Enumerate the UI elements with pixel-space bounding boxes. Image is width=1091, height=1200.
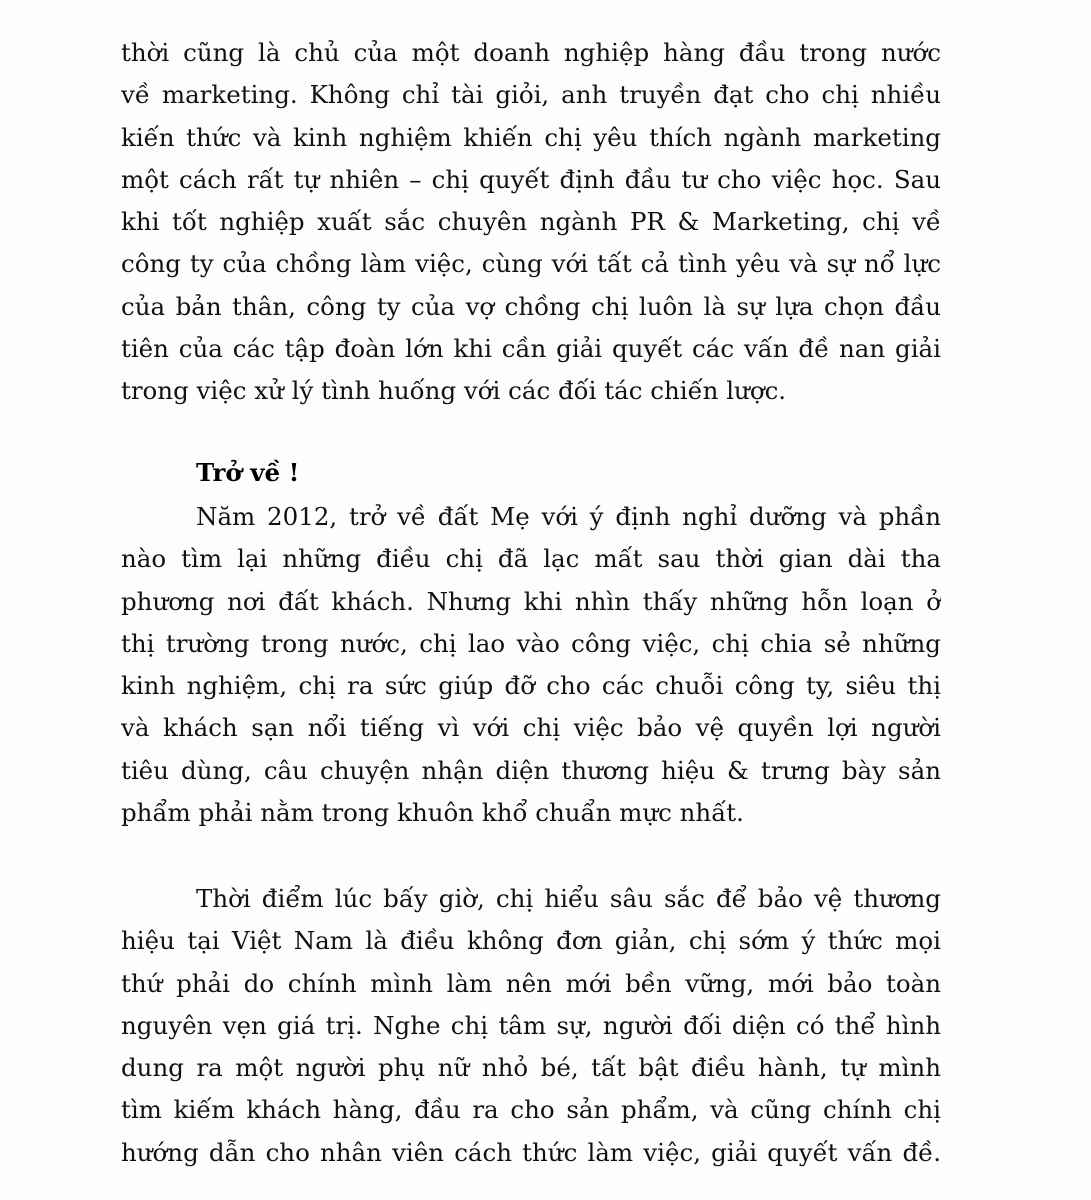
text-line: công ty của chồng làm việc, cùng với tất cả tình yêu và sự nổ lực (121, 249, 941, 279)
text-line: một cách rất tự nhiên – chị quyết định đầu tư cho việc học. Sau (121, 164, 941, 194)
section-heading: Trở về ! (196, 458, 300, 487)
text-line: và khách sạn nổi tiếng vì với chị việc bảo vệ quyền lợi người (121, 713, 941, 743)
text-line: về marketing. Không chỉ tài giỏi, anh truyền đạt cho chị nhiều (121, 80, 941, 110)
text-line: tiên của các tập đoàn lớn khi cần giải quyết các vấn đề nan giải (121, 334, 941, 364)
text-line: của bản thân, công ty của vợ chồng chị luôn là sự lựa chọn đầu (121, 291, 941, 321)
text-line: Năm 2012, trở về đất Mẹ với ý định nghỉ dưỡng và phần (196, 502, 941, 531)
text-line: trong việc xử lý tình huống với các đối tác chiến lược. (121, 376, 787, 406)
text-line: nguyên vẹn giá trị. Nghe chị tâm sự, người đối diện có thể hình (121, 1010, 941, 1040)
text-line: hiệu tại Việt Nam là điều không đơn giản, chị sớm ý thức mọi (121, 926, 941, 956)
text-line: Thời điểm lúc bấy giờ, chị hiểu sâu sắc để bảo vệ thương (196, 884, 941, 913)
text-line: kinh nghiệm, chị ra sức giúp đỡ cho các chuỗi công ty, siêu thị (121, 671, 941, 701)
paragraph-1 (121, 32, 941, 413)
text-line: kiến thức và kinh nghiệm khiến chị yêu thích ngành marketing (121, 122, 941, 152)
text-line: tìm kiếm khách hàng, đầu ra cho sản phẩm, và cũng chính chị (121, 1095, 941, 1125)
text-line: tiêu dùng, câu chuyện nhận diện thương hiệu & trưng bày sản (121, 755, 941, 785)
text-line: hướng dẫn cho nhân viên cách thức làm việc, giải quyết vấn đề. (121, 1137, 941, 1167)
text-line: dung ra một người phụ nữ nhỏ bé, tất bật điều hành, tự mình (121, 1053, 941, 1083)
text-line: khi tốt nghiệp xuất sắc chuyên ngành PR & Marketing, chị về (121, 207, 941, 237)
text-line: thời cũng là chủ của một doanh nghiệp hàng đầu trong nước (121, 38, 941, 67)
paragraph-2 (121, 496, 941, 834)
text-line: phương nơi đất khách. Nhưng khi nhìn thấy những hỗn loạn ở (121, 586, 941, 616)
paragraph-3 (121, 878, 941, 1174)
text-line: thị trường trong nước, chị lao vào công việc, chị chia sẻ những (121, 628, 941, 658)
text-line: thứ phải do chính mình làm nên mới bền vững, mới bảo toàn (121, 968, 941, 998)
text-line: nào tìm lại những điều chị đã lạc mất sau thời gian dài tha (121, 544, 941, 574)
text-line: phẩm phải nằm trong khuôn khổ chuẩn mực nhất. (121, 798, 744, 828)
